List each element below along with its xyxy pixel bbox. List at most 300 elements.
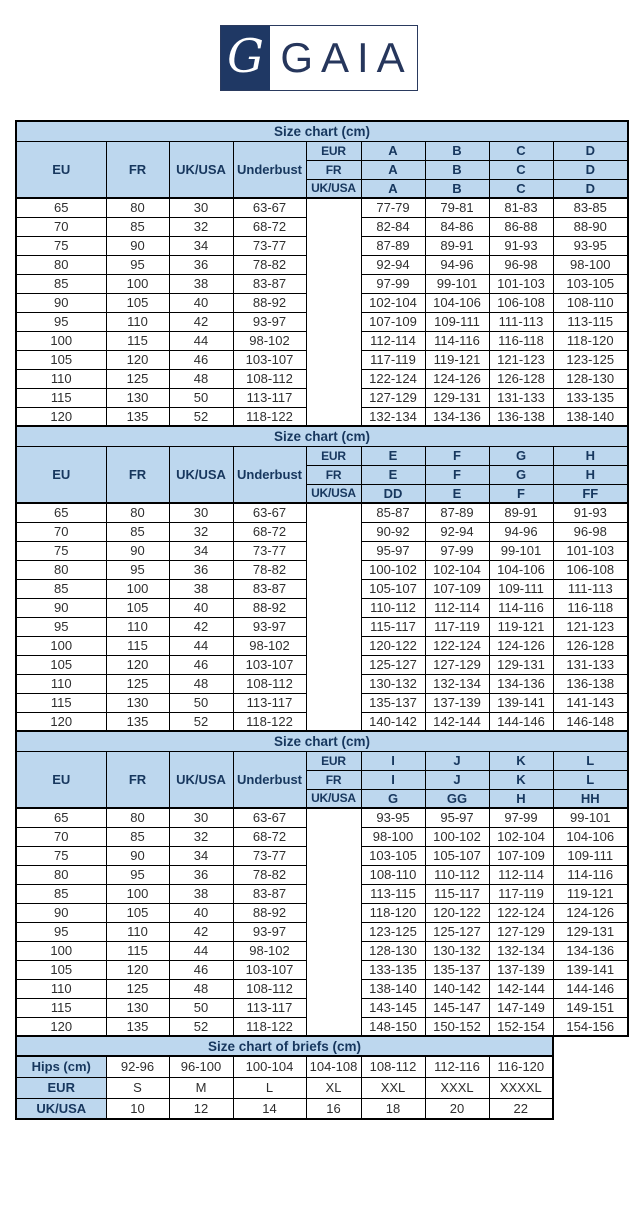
- cup-letter: D: [553, 141, 628, 160]
- cell-eu: 65: [16, 808, 106, 827]
- cell-bust-range: 97-99: [489, 808, 553, 827]
- cell-value: XXXXL: [489, 1077, 553, 1098]
- cell-uk: 42: [169, 922, 233, 941]
- cup-letter: E: [361, 465, 425, 484]
- cell-underbust: 73-77: [233, 846, 306, 865]
- cup-letter: L: [553, 751, 628, 770]
- table-title-row: [16, 426, 628, 446]
- cell-bust-range: 112-114: [489, 865, 553, 884]
- cup-letter: C: [489, 160, 553, 179]
- briefs-size-table: [15, 1035, 554, 1120]
- cell-bust-range: 105-107: [425, 846, 489, 865]
- cell-uk: 52: [169, 712, 233, 731]
- cell-bust-range: 124-126: [553, 903, 628, 922]
- cell-value: 16: [306, 1098, 361, 1119]
- cell-bust-range: 120-122: [361, 636, 425, 655]
- cell-bust-range: 135-137: [361, 693, 425, 712]
- cell-uk: 36: [169, 560, 233, 579]
- cell-uk: 50: [169, 998, 233, 1017]
- cell-eu: 110: [16, 674, 106, 693]
- cell-value: S: [106, 1077, 169, 1098]
- cell-underbust: 98-102: [233, 331, 306, 350]
- cell-underbust: 78-82: [233, 255, 306, 274]
- cell-bust-range: 104-106: [425, 293, 489, 312]
- cell-eu: 80: [16, 560, 106, 579]
- cup-letter: E: [361, 446, 425, 465]
- cell-bust-range: 103-105: [553, 274, 628, 293]
- cell-bust-range: 112-114: [361, 331, 425, 350]
- cell-bust-range: 87-89: [361, 236, 425, 255]
- cell-underbust: 103-107: [233, 960, 306, 979]
- col-header-underbust: Underbust: [233, 751, 306, 808]
- cell-bust-range: 122-124: [489, 903, 553, 922]
- cell-underbust: 108-112: [233, 369, 306, 388]
- cup-system-label: UK/USA: [306, 789, 361, 808]
- cup-letter: B: [425, 141, 489, 160]
- cell-fr: 90: [106, 846, 169, 865]
- cup-letter: G: [489, 465, 553, 484]
- cup-letter: DD: [361, 484, 425, 503]
- cell-value: 100-104: [233, 1056, 306, 1077]
- cell-bust-range: 119-121: [553, 884, 628, 903]
- cell-uk: 44: [169, 636, 233, 655]
- cell-bust-range: 140-142: [425, 979, 489, 998]
- header-row: [16, 446, 628, 465]
- cell-underbust: 98-102: [233, 636, 306, 655]
- cup-letter: J: [425, 751, 489, 770]
- spacer-cell: [306, 198, 361, 426]
- cell-underbust: 93-97: [233, 617, 306, 636]
- cup-letter: GG: [425, 789, 489, 808]
- cell-eu: 70: [16, 522, 106, 541]
- col-header-uk-usa: UK/USA: [169, 141, 233, 198]
- cell-bust-range: 132-134: [489, 941, 553, 960]
- cell-uk: 48: [169, 369, 233, 388]
- cell-eu: 70: [16, 827, 106, 846]
- table-row: [16, 808, 628, 827]
- cell-underbust: 68-72: [233, 217, 306, 236]
- spacer-cell: [306, 808, 361, 1036]
- cell-bust-range: 117-119: [425, 617, 489, 636]
- col-header-underbust: Underbust: [233, 141, 306, 198]
- cell-bust-range: 107-109: [425, 579, 489, 598]
- cell-eu: 100: [16, 331, 106, 350]
- header-row: [16, 751, 628, 770]
- cell-bust-range: 110-112: [425, 865, 489, 884]
- cell-eu: 120: [16, 1017, 106, 1036]
- cell-bust-range: 91-93: [489, 236, 553, 255]
- cell-bust-range: 99-101: [489, 541, 553, 560]
- cell-bust-range: 138-140: [361, 979, 425, 998]
- cell-eu: 120: [16, 712, 106, 731]
- cell-uk: 38: [169, 274, 233, 293]
- cell-bust-range: 102-104: [425, 560, 489, 579]
- cell-bust-range: 104-106: [553, 827, 628, 846]
- cell-bust-range: 94-96: [425, 255, 489, 274]
- cell-eu: 95: [16, 312, 106, 331]
- cell-value: 92-96: [106, 1056, 169, 1077]
- cell-uk: 40: [169, 903, 233, 922]
- cup-letter: G: [489, 446, 553, 465]
- col-header-uk-usa: UK/USA: [169, 446, 233, 503]
- cell-uk: 48: [169, 674, 233, 693]
- cell-bust-range: 116-118: [489, 331, 553, 350]
- cup-letter: F: [425, 465, 489, 484]
- cell-uk: 34: [169, 236, 233, 255]
- cell-underbust: 113-117: [233, 693, 306, 712]
- cup-system-label: FR: [306, 160, 361, 179]
- cell-eu: 80: [16, 255, 106, 274]
- cell-value: L: [233, 1077, 306, 1098]
- cell-bust-range: 139-141: [553, 960, 628, 979]
- cell-bust-range: 114-116: [553, 865, 628, 884]
- cell-bust-range: 87-89: [425, 503, 489, 522]
- cell-eu: 90: [16, 903, 106, 922]
- cell-fr: 80: [106, 808, 169, 827]
- cell-bust-range: 84-86: [425, 217, 489, 236]
- cup-letter: G: [361, 789, 425, 808]
- cell-bust-range: 99-101: [553, 808, 628, 827]
- cell-bust-range: 109-111: [553, 846, 628, 865]
- cell-uk: 32: [169, 217, 233, 236]
- cell-uk: 48: [169, 979, 233, 998]
- cup-letter: B: [425, 179, 489, 198]
- cell-bust-range: 118-120: [361, 903, 425, 922]
- table-row: [16, 1056, 553, 1077]
- cell-bust-range: 96-98: [489, 255, 553, 274]
- cell-value: 108-112: [361, 1056, 425, 1077]
- cell-underbust: 98-102: [233, 941, 306, 960]
- cell-uk: 46: [169, 960, 233, 979]
- cell-uk: 52: [169, 407, 233, 426]
- cell-bust-range: 102-104: [489, 827, 553, 846]
- cell-bust-range: 94-96: [489, 522, 553, 541]
- cell-bust-range: 95-97: [361, 541, 425, 560]
- cell-bust-range: 92-94: [425, 522, 489, 541]
- cell-bust-range: 101-103: [489, 274, 553, 293]
- cup-system-label: FR: [306, 770, 361, 789]
- cell-bust-range: 93-95: [553, 236, 628, 255]
- cell-bust-range: 154-156: [553, 1017, 628, 1036]
- cell-bust-range: 149-151: [553, 998, 628, 1017]
- cup-system-label: EUR: [306, 141, 361, 160]
- cell-bust-range: 104-106: [489, 560, 553, 579]
- cup-system-label: UK/USA: [306, 179, 361, 198]
- cell-underbust: 118-122: [233, 1017, 306, 1036]
- table-title: Size chart of briefs (cm): [16, 1036, 553, 1056]
- cell-eu: 85: [16, 274, 106, 293]
- cell-eu: 90: [16, 293, 106, 312]
- cell-eu: 95: [16, 922, 106, 941]
- row-label: EUR: [16, 1077, 106, 1098]
- cell-bust-range: 131-133: [553, 655, 628, 674]
- cell-bust-range: 141-143: [553, 693, 628, 712]
- cell-eu: 90: [16, 598, 106, 617]
- cell-fr: 120: [106, 960, 169, 979]
- cell-bust-range: 143-145: [361, 998, 425, 1017]
- cell-uk: 42: [169, 312, 233, 331]
- bra-size-table-i-l: [15, 730, 629, 1037]
- cell-eu: 110: [16, 369, 106, 388]
- cell-underbust: 113-117: [233, 998, 306, 1017]
- cup-letter: I: [361, 770, 425, 789]
- cell-fr: 105: [106, 293, 169, 312]
- cell-bust-range: 98-100: [361, 827, 425, 846]
- cell-uk: 50: [169, 693, 233, 712]
- cell-fr: 100: [106, 579, 169, 598]
- cup-letter: F: [489, 484, 553, 503]
- cell-underbust: 118-122: [233, 712, 306, 731]
- cell-fr: 95: [106, 865, 169, 884]
- cell-bust-range: 129-131: [489, 655, 553, 674]
- cell-eu: 75: [16, 541, 106, 560]
- table-title-row: [16, 731, 628, 751]
- cell-fr: 80: [106, 198, 169, 217]
- cell-uk: 44: [169, 941, 233, 960]
- cell-eu: 110: [16, 979, 106, 998]
- cell-eu: 105: [16, 350, 106, 369]
- cell-bust-range: 135-137: [425, 960, 489, 979]
- cell-eu: 115: [16, 388, 106, 407]
- cell-eu: 105: [16, 960, 106, 979]
- cell-underbust: 83-87: [233, 274, 306, 293]
- cup-letter: I: [361, 751, 425, 770]
- cell-bust-range: 128-130: [553, 369, 628, 388]
- cup-letter: K: [489, 751, 553, 770]
- cell-bust-range: 90-92: [361, 522, 425, 541]
- cell-fr: 105: [106, 903, 169, 922]
- cell-bust-range: 110-112: [361, 598, 425, 617]
- cell-bust-range: 120-122: [425, 903, 489, 922]
- cup-letter: H: [489, 789, 553, 808]
- cell-value: 20: [425, 1098, 489, 1119]
- bra-size-table-a-d: [15, 120, 629, 427]
- cell-underbust: 63-67: [233, 198, 306, 217]
- cell-bust-range: 109-111: [425, 312, 489, 331]
- cell-bust-range: 137-139: [425, 693, 489, 712]
- cell-eu: 100: [16, 636, 106, 655]
- cell-bust-range: 86-88: [489, 217, 553, 236]
- cell-fr: 115: [106, 636, 169, 655]
- cell-fr: 120: [106, 350, 169, 369]
- cell-bust-range: 85-87: [361, 503, 425, 522]
- cell-bust-range: 114-116: [489, 598, 553, 617]
- cell-bust-range: 117-119: [361, 350, 425, 369]
- cell-underbust: 88-92: [233, 293, 306, 312]
- cup-letter: E: [425, 484, 489, 503]
- cup-letter: A: [361, 141, 425, 160]
- cell-eu: 75: [16, 236, 106, 255]
- cell-underbust: 93-97: [233, 922, 306, 941]
- cell-value: M: [169, 1077, 233, 1098]
- cell-underbust: 103-107: [233, 350, 306, 369]
- cell-bust-range: 103-105: [361, 846, 425, 865]
- cell-bust-range: 128-130: [361, 941, 425, 960]
- cell-bust-range: 147-149: [489, 998, 553, 1017]
- cell-bust-range: 119-121: [425, 350, 489, 369]
- cell-underbust: 118-122: [233, 407, 306, 426]
- cell-fr: 130: [106, 388, 169, 407]
- cell-underbust: 73-77: [233, 541, 306, 560]
- cup-letter: K: [489, 770, 553, 789]
- cell-uk: 40: [169, 598, 233, 617]
- table-row: [16, 503, 628, 522]
- cell-uk: 34: [169, 541, 233, 560]
- cell-fr: 110: [106, 922, 169, 941]
- cell-value: 112-116: [425, 1056, 489, 1077]
- cell-fr: 100: [106, 274, 169, 293]
- cell-fr: 125: [106, 674, 169, 693]
- table-row: [16, 1098, 553, 1119]
- cell-bust-range: 96-98: [553, 522, 628, 541]
- table-title: Size chart (cm): [16, 121, 628, 141]
- table-row: [16, 198, 628, 217]
- cell-uk: 36: [169, 255, 233, 274]
- cell-uk: 30: [169, 808, 233, 827]
- cell-bust-range: 131-133: [489, 388, 553, 407]
- col-header-eu: EU: [16, 751, 106, 808]
- cell-underbust: 63-67: [233, 808, 306, 827]
- cell-fr: 80: [106, 503, 169, 522]
- cell-bust-range: 136-138: [553, 674, 628, 693]
- cell-uk: 32: [169, 827, 233, 846]
- size-chart-page: [0, 25, 638, 1120]
- cell-bust-range: 139-141: [489, 693, 553, 712]
- cell-bust-range: 144-146: [489, 712, 553, 731]
- cell-fr: 125: [106, 979, 169, 998]
- cell-underbust: 63-67: [233, 503, 306, 522]
- cell-underbust: 108-112: [233, 674, 306, 693]
- cell-fr: 85: [106, 217, 169, 236]
- cell-bust-range: 127-129: [489, 922, 553, 941]
- cell-bust-range: 152-154: [489, 1017, 553, 1036]
- cell-bust-range: 112-114: [425, 598, 489, 617]
- cup-letter: A: [361, 160, 425, 179]
- cell-fr: 85: [106, 827, 169, 846]
- cell-underbust: 78-82: [233, 865, 306, 884]
- cell-bust-range: 129-131: [553, 922, 628, 941]
- cell-value: 104-108: [306, 1056, 361, 1077]
- cell-bust-range: 124-126: [489, 636, 553, 655]
- cell-bust-range: 134-136: [425, 407, 489, 426]
- cell-bust-range: 92-94: [361, 255, 425, 274]
- cup-letter: D: [553, 160, 628, 179]
- cell-eu: 115: [16, 998, 106, 1017]
- cell-underbust: 83-87: [233, 579, 306, 598]
- row-label: Hips (cm): [16, 1056, 106, 1077]
- gaia-logo: [220, 25, 418, 91]
- cell-eu: 85: [16, 884, 106, 903]
- cell-underbust: 68-72: [233, 827, 306, 846]
- cell-bust-range: 113-115: [553, 312, 628, 331]
- cell-bust-range: 133-135: [553, 388, 628, 407]
- cell-uk: 38: [169, 884, 233, 903]
- cell-bust-range: 116-118: [553, 598, 628, 617]
- cell-bust-range: 121-123: [553, 617, 628, 636]
- cell-bust-range: 106-108: [553, 560, 628, 579]
- cell-bust-range: 129-131: [425, 388, 489, 407]
- col-header-fr: FR: [106, 446, 169, 503]
- cell-fr: 125: [106, 369, 169, 388]
- cell-bust-range: 97-99: [361, 274, 425, 293]
- cell-bust-range: 142-144: [489, 979, 553, 998]
- cell-fr: 135: [106, 712, 169, 731]
- cell-fr: 130: [106, 693, 169, 712]
- cell-eu: 65: [16, 198, 106, 217]
- table-row: [16, 1077, 553, 1098]
- cell-bust-range: 117-119: [489, 884, 553, 903]
- cell-uk: 50: [169, 388, 233, 407]
- cell-bust-range: 130-132: [361, 674, 425, 693]
- cell-fr: 90: [106, 541, 169, 560]
- cell-bust-range: 138-140: [553, 407, 628, 426]
- cell-underbust: 88-92: [233, 903, 306, 922]
- cell-underbust: 103-107: [233, 655, 306, 674]
- cup-system-label: FR: [306, 465, 361, 484]
- cell-bust-range: 150-152: [425, 1017, 489, 1036]
- cell-eu: 75: [16, 846, 106, 865]
- cell-uk: 42: [169, 617, 233, 636]
- cell-bust-range: 108-110: [553, 293, 628, 312]
- cell-underbust: 93-97: [233, 312, 306, 331]
- cell-bust-range: 82-84: [361, 217, 425, 236]
- cell-bust-range: 93-95: [361, 808, 425, 827]
- cell-eu: 100: [16, 941, 106, 960]
- cup-system-label: UK/USA: [306, 484, 361, 503]
- cell-fr: 120: [106, 655, 169, 674]
- cell-uk: 38: [169, 579, 233, 598]
- cell-value: 96-100: [169, 1056, 233, 1077]
- cell-uk: 40: [169, 293, 233, 312]
- cell-underbust: 88-92: [233, 598, 306, 617]
- cup-letter: H: [553, 465, 628, 484]
- cell-bust-range: 79-81: [425, 198, 489, 217]
- cell-bust-range: 124-126: [425, 369, 489, 388]
- cell-bust-range: 132-134: [361, 407, 425, 426]
- cell-value: 14: [233, 1098, 306, 1119]
- cell-uk: 46: [169, 655, 233, 674]
- cell-uk: 30: [169, 503, 233, 522]
- cup-letter: H: [553, 446, 628, 465]
- header-row: [16, 141, 628, 160]
- cell-bust-range: 81-83: [489, 198, 553, 217]
- cell-bust-range: 132-134: [425, 674, 489, 693]
- cell-bust-range: 145-147: [425, 998, 489, 1017]
- cell-bust-range: 102-104: [361, 293, 425, 312]
- cup-letter: L: [553, 770, 628, 789]
- cell-fr: 100: [106, 884, 169, 903]
- row-label: UK/USA: [16, 1098, 106, 1119]
- cup-letter: D: [553, 179, 628, 198]
- cell-eu: 115: [16, 693, 106, 712]
- cup-letter: B: [425, 160, 489, 179]
- cell-bust-range: 105-107: [361, 579, 425, 598]
- cell-bust-range: 77-79: [361, 198, 425, 217]
- cell-eu: 85: [16, 579, 106, 598]
- cup-system-label: EUR: [306, 751, 361, 770]
- table-title: Size chart (cm): [16, 731, 628, 751]
- cup-letter: F: [425, 446, 489, 465]
- cell-fr: 110: [106, 617, 169, 636]
- cell-fr: 115: [106, 331, 169, 350]
- col-header-eu: EU: [16, 446, 106, 503]
- cell-bust-range: 121-123: [489, 350, 553, 369]
- cell-value: XXXL: [425, 1077, 489, 1098]
- cell-bust-range: 127-129: [361, 388, 425, 407]
- cell-fr: 105: [106, 598, 169, 617]
- cell-bust-range: 126-128: [553, 636, 628, 655]
- cell-bust-range: 125-127: [425, 922, 489, 941]
